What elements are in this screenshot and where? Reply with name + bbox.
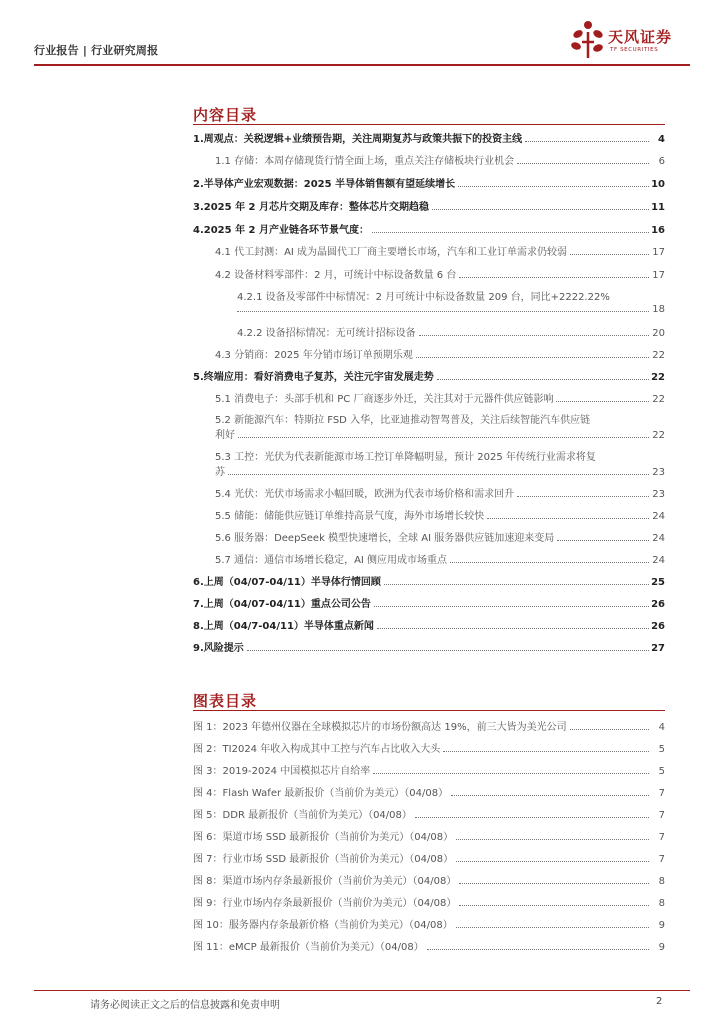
figure-entry[interactable]: 图 9：行业市场内存条最新报价（当前价为美元）（04/08） 8 [193, 898, 665, 909]
header-divider [34, 64, 690, 66]
page-number: 22 [652, 430, 665, 441]
list-of-figures [193, 718, 665, 958]
page-number: 22 [651, 372, 665, 383]
figure-entry[interactable]: 图 5：DDR 最新报价（当前价为美元）（04/08） 7 [193, 810, 665, 821]
page-number: 5 [658, 744, 665, 755]
page-number: 24 [652, 555, 665, 566]
page-number: 26 [651, 599, 665, 610]
page-number: 5 [658, 766, 665, 777]
page-number: 6 [658, 156, 665, 167]
toc-entry[interactable]: 3.2025 年 2 月芯片交期及库存：整体芯片交期趋稳 11 [193, 202, 665, 213]
toc-entry[interactable]: 2.半导体产业宏观数据：2025 半导体销售额有望延续增长 10 [193, 179, 665, 190]
page-number: 17 [652, 247, 665, 258]
page-number: 10 [651, 179, 665, 190]
logo-name-cn: 天风证券 [608, 28, 673, 46]
figure-entry[interactable]: 图 11：eMCP 最新报价（当前价为美元）（04/08） 9 [193, 942, 665, 953]
page-number: 11 [651, 202, 665, 213]
page-number: 20 [652, 328, 665, 339]
toc-entry[interactable]: 5.2 新能源汽车：特斯拉 FSD 入华，比亚迪推动智驾普及，关注后续智能汽车供应链 [215, 415, 591, 426]
page-number: 7 [658, 810, 665, 821]
toc-entry[interactable]: 5.1 消费电子：头部手机和 PC 厂商逐步外迁，关注其对于元器件供应链影响 22 [215, 394, 665, 405]
report-category: 行业报告 | 行业研究周报 [34, 44, 159, 57]
figures-title-rule [193, 710, 665, 711]
page-number: 23 [652, 489, 665, 500]
toc-entry[interactable]: 4.2 设备材料零部件：2 月，可统计中标设备数量 6 台 17 [215, 270, 665, 281]
toc-entry[interactable]: 1.周观点：关税逻辑+业绩预告期，关注周期复苏与政策共振下的投资主线 4 [193, 134, 665, 145]
figure-entry[interactable]: 图 7：行业市场 SSD 最新报价（当前价为美元）（04/08） 7 [193, 854, 665, 865]
toc-entry[interactable]: 4.2.2 设备招标情况：无可统计招标设备 20 [237, 328, 665, 339]
figure-entry[interactable]: 图 4：Flash Wafer 最新报价（当前价为美元）（04/08） 7 [193, 788, 665, 799]
toc-entry-continuation: 利好 22 [215, 430, 665, 441]
page-number: 9 [658, 942, 665, 953]
logo-mark-icon [568, 18, 608, 62]
logo-name-en: TF SECURITIES [610, 47, 659, 53]
toc-entry[interactable]: 4.1 代工封测：AI 成为晶圆代工厂商主要增长市场，汽车和工业订单需求仍较弱 17 [215, 247, 665, 258]
page-number: 8 [658, 898, 665, 909]
page-number: 24 [652, 511, 665, 522]
page-number: 17 [652, 270, 665, 281]
figure-entry[interactable]: 图 2：TI2024 年收入构成其中工控与汽车占比收入大头 5 [193, 744, 665, 755]
figure-entry[interactable]: 图 1：2023 年德州仪器在全球模拟芯片的市场份额高达 19%，前三大皆为美光公司 4 [193, 722, 665, 733]
page-number: 27 [651, 643, 665, 654]
page-number: 7 [658, 788, 665, 799]
page-number: 25 [651, 577, 665, 588]
figure-entry[interactable]: 图 8：渠道市场内存条最新报价（当前价为美元）（04/08） 8 [193, 876, 665, 887]
contents-title-rule [193, 124, 665, 125]
toc-entry[interactable]: 5.5 储能：储能供应链订单维持高景气度，海外市场增长较快 24 [215, 511, 665, 522]
toc-entry[interactable]: 8.上周（04/7-04/11）半导体重点新闻 26 [193, 621, 665, 632]
toc-entry[interactable]: 5.终端应用：看好消费电子复苏，关注元宇宙发展走势 22 [193, 372, 665, 383]
toc-entry-continuation: 苏 23 [215, 467, 665, 478]
figure-entry[interactable]: 图 6：渠道市场 SSD 最新报价（当前价为美元）（04/08） 7 [193, 832, 665, 843]
page-number: 16 [651, 225, 665, 236]
toc-entry[interactable]: 4.3 分销商：2025 年分销市场订单预期乐观 22 [215, 350, 665, 361]
toc-entry-continuation [237, 303, 665, 315]
page-number: 7 [658, 832, 665, 843]
page-number: 22 [652, 350, 665, 361]
page-number: 26 [651, 621, 665, 632]
page-number: 8 [658, 876, 665, 887]
toc-entry[interactable]: 4.2.1 设备及零部件中标情况：2 月可统计中标设备数量 209 台，同比+2222.22% [237, 292, 610, 303]
toc-entry[interactable]: 4.2025 年 2 月产业链各环节景气度： 16 [193, 225, 665, 236]
page-number: 9 [658, 920, 665, 931]
toc-entry[interactable]: 9.风险提示 27 [193, 643, 665, 654]
page-number: 4 [658, 134, 665, 145]
page-number-footer: 2 [656, 996, 663, 1007]
contents-title: 内容目录 [193, 106, 258, 124]
page-number: 4 [658, 722, 665, 733]
page-number: 18 [652, 304, 665, 315]
company-logo [568, 18, 698, 64]
figure-entry[interactable]: 图 10：服务器内存条最新价格（当前价为美元）（04/08） 9 [193, 920, 665, 931]
page-number: 7 [658, 854, 665, 865]
toc-entry[interactable]: 5.3 工控：光伏为代表新能源市场工控订单降幅明显，预计 2025 年传统行业需求将复 [215, 452, 596, 463]
page-number: 24 [652, 533, 665, 544]
toc-entry[interactable]: 7.上周（04/07-04/11）重点公司公告 26 [193, 599, 665, 610]
toc-entry[interactable]: 5.7 通信：通信市场增长稳定，AI 侧应用成市场重点 24 [215, 555, 665, 566]
figure-entry[interactable]: 图 3：2019-2024 中国模拟芯片自给率 5 [193, 766, 665, 777]
figures-title: 图表目录 [193, 692, 258, 710]
table-of-contents [193, 130, 665, 660]
toc-entry[interactable]: 6.上周（04/07-04/11）半导体行情回顾 25 [193, 577, 665, 588]
page-number: 22 [652, 394, 665, 405]
toc-entry[interactable]: 5.6 服务器：DeepSeek 模型快速增长，全球 AI 服务器供应链加速迎来变局 24 [215, 533, 665, 544]
footer-divider [34, 990, 690, 991]
toc-entry[interactable]: 1.1 存储：本周存储现货行情全面上场，重点关注存储板块行业机会 6 [215, 156, 665, 167]
page-number: 23 [652, 467, 665, 478]
toc-entry[interactable]: 5.4 光伏：光伏市场需求小幅回暖，欧洲为代表市场价格和需求回升 23 [215, 489, 665, 500]
disclaimer-note: 请务必阅读正文之后的信息披露和免责申明 [90, 1000, 280, 1011]
